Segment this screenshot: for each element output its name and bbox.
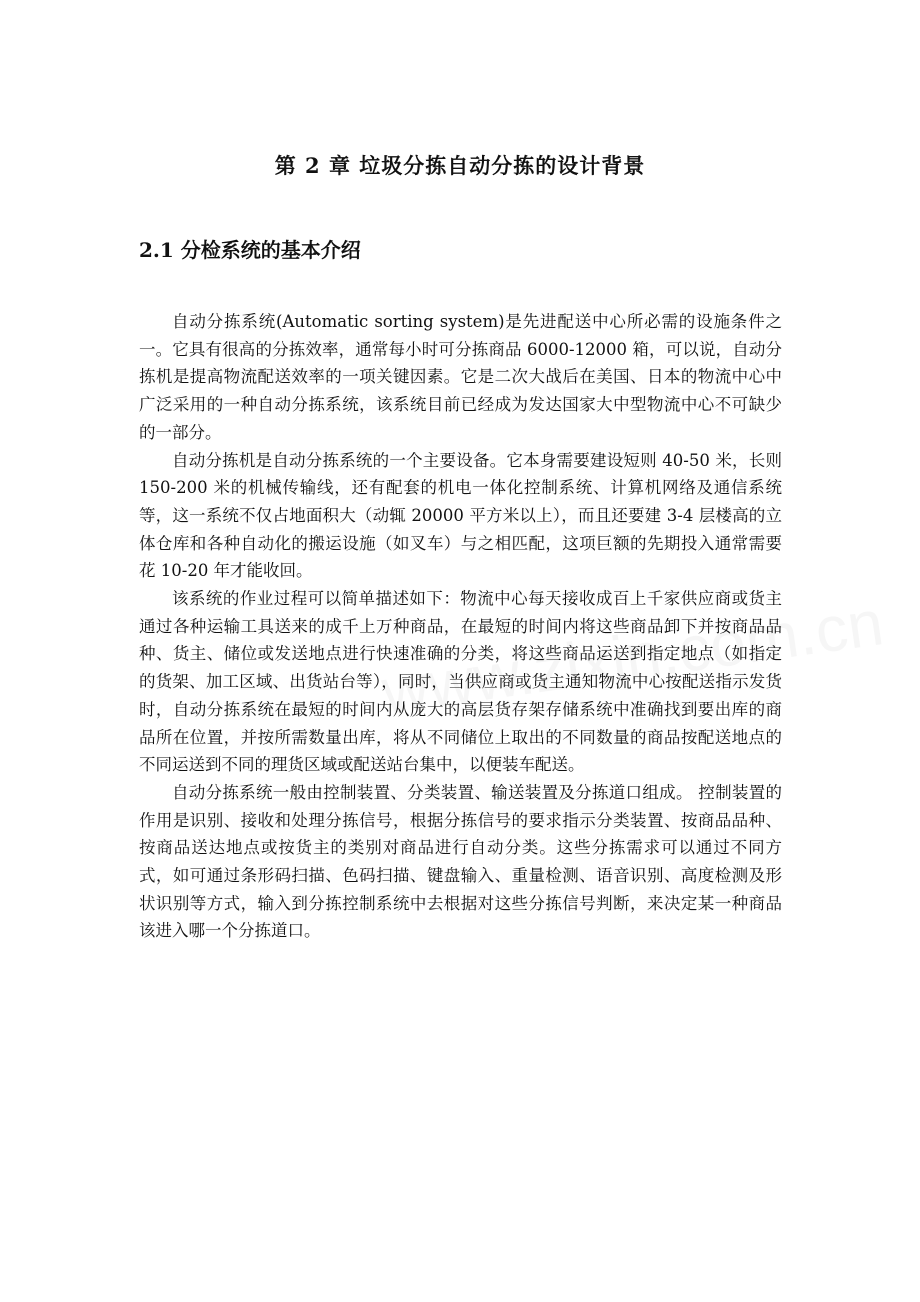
paragraph-operation-process: 该系统的作业过程可以简单描述如下：物流中心每天接收成百上千家供应商或货主通过各种运输工具送来的成千上万种商品，在最短的时间内将这些商品卸下并按商品品种、货主、储位或发送地点进行快速准确的分类，将这些商品运送到指定地点（如指定的货架、加工区域、出货站台等），同时，当供应商或货主通知物流中心按配送指示发货时，自动分拣系统在最短的时间内从庞大的高层货存架存储系统中准确找到要出库的商品所在位置，并按所需数量出库，将从不同储位上取出的不同数量的商品按配送地点的不同运送到不同的理货区域或配送站台集中，以便装车配送。	[139, 589, 782, 775]
paragraph-automatic-sorting-system: 自动分拣系统(Automatic sorting system)是先进配送中心所必需的设施条件之一。它具有很高的分拣效率，通常每小时可分拣商品 6000-12000 箱，可以说，自动分拣机是提高物流配送效率的一项关键因素。它是二次大战后在美国、日本的物流中心中广泛采用的一种自动分拣系统，该系统目前已经成为发达国家大中型物流中心不可缺少的一部分。	[139, 312, 782, 442]
body-text	[139, 308, 782, 945]
chapter-title: 第 2 章 垃圾分拣自动分拣的设计背景	[274, 153, 646, 178]
paragraph-system-components: 自动分拣系统一般由控制装置、分类装置、输送装置及分拣道口组成。 控制装置的作用是识别、接收和处理分拣信号，根据分拣信号的要求指示分类装置、按商品品种、按商品送达地点或按货主的类别对商品进行自动分类。这些分拣需求可以通过不同方式，如可通过条形码扫描、色码扫描、键盘输入、重量检测、语音识别、高度检测及形状识别等方式，输入到分拣控制系统中去根据对这些分拣信号判断，来决定某一种商品该进入哪一个分拣道口。	[139, 782, 782, 941]
paragraph-sorting-machine: 自动分拣机是自动分拣系统的一个主要设备。它本身需要建设短则 40-50 米，长则 150-200 米的机械传输线，还有配套的机电一体化控制系统、计算机网络及通信系统等，这一系统不仅占地面积大（动辄 20000 平方米以上），而且还要建 3-4 层楼高的立体仓库和各种自动化的搬运设施（如叉车）与之相匹配，这项巨额的先期投入通常需要花 10-20 年才能收回。	[139, 450, 782, 581]
section-title: 2.1 分检系统的基本介绍	[139, 238, 361, 262]
